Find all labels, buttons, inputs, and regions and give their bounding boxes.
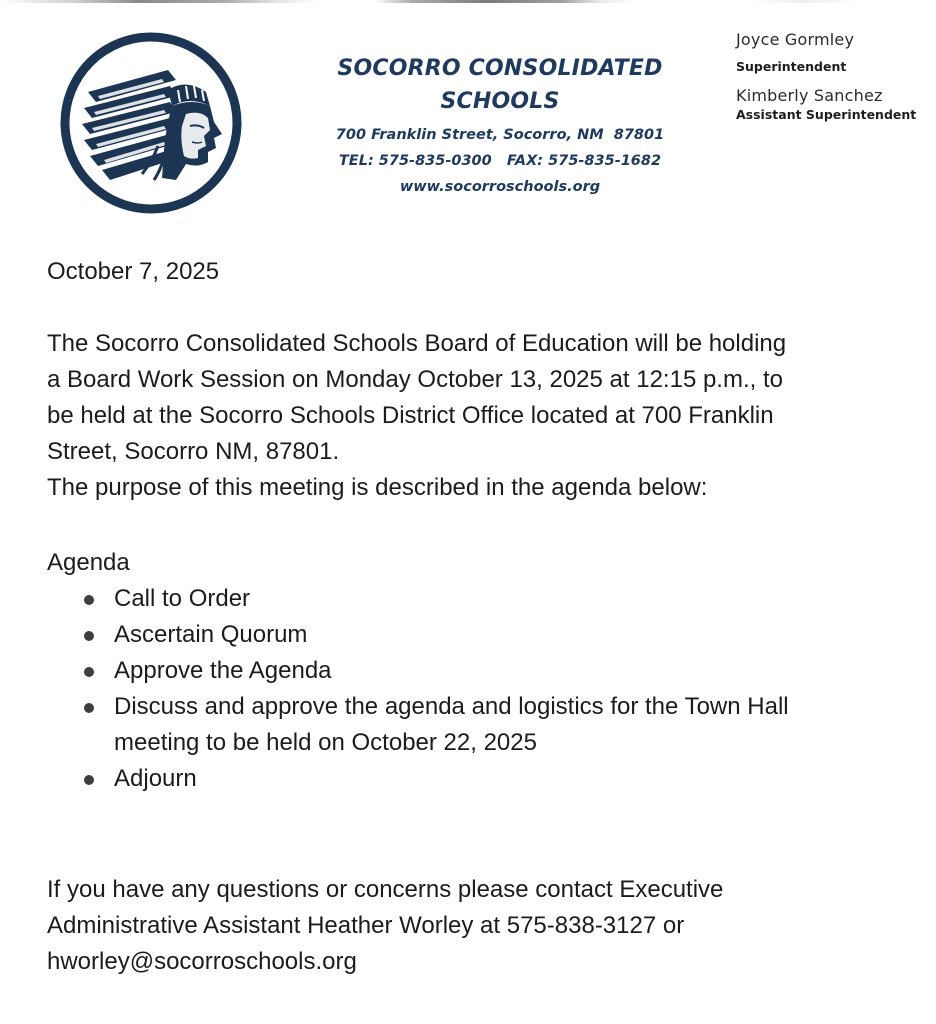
staff-superintendent (736, 30, 936, 76)
contact-paragraph (47, 872, 917, 980)
intro-line: be held at the Socorro Schools District Office located at 700 Franklin (47, 402, 774, 429)
agenda-heading: Agenda (47, 549, 130, 576)
agenda-item-text: Approve the Agenda (114, 657, 332, 684)
letterhead-staff (736, 30, 936, 124)
letter-intro-paragraph (47, 326, 917, 506)
staff-title: Assistant Superintendent (736, 107, 917, 122)
bullet-icon (84, 775, 94, 785)
letter-date: October 7, 2025 (47, 258, 220, 285)
intro-line: a Board Work Session on Monday October 13, 2025 at 12:15 p.m., to (47, 366, 783, 393)
agenda-item-text-continued: meeting to be held on October 22, 2025 (114, 729, 537, 756)
scan-edge-shadow (0, 0, 936, 3)
organization-name-line2: SCHOOLS (440, 89, 560, 114)
organization-website: www.socorroschools.org (399, 179, 601, 195)
contact-email: hworley@socorroschools.org (47, 948, 357, 975)
intro-line: The Socorro Consolidated Schools Board of Education will be holding (47, 330, 787, 357)
letterhead-organization (320, 52, 680, 200)
school-logo (58, 30, 244, 216)
contact-line: If you have any questions or concerns please contact Executive (47, 876, 724, 903)
staff-assistant-superintendent (736, 86, 936, 124)
agenda-item (47, 581, 907, 617)
agenda-item-text: Call to Order (114, 585, 251, 612)
bullet-icon (84, 631, 94, 641)
school-mascot-emblem-icon (58, 30, 244, 216)
staff-name: Kimberly Sanchez (736, 86, 883, 105)
agenda-item (47, 617, 907, 653)
bullet-icon (84, 595, 94, 605)
intro-line: The purpose of this meeting is described in the agenda below: (47, 474, 708, 501)
agenda-item-text: Discuss and approve the agenda and logistics for the Town Hall (114, 693, 789, 720)
agenda-item (47, 761, 907, 797)
agenda-item-text: Ascertain Quorum (114, 621, 308, 648)
organization-address: 700 Franklin Street, Socorro, NM 87801 (335, 127, 665, 143)
agenda-item (47, 653, 907, 689)
organization-name-line1: SOCORRO CONSOLIDATED (337, 56, 663, 81)
bullet-icon (84, 667, 94, 677)
staff-title: Superintendent (736, 59, 847, 74)
agenda-item (47, 689, 907, 761)
staff-name: Joyce Gormley (736, 30, 855, 49)
agenda-list (47, 581, 907, 797)
intro-line: Street, Socorro NM, 87801. (47, 438, 340, 465)
organization-phone-fax: TEL: 575-835-0300 FAX: 575-835-1682 (338, 153, 662, 169)
bullet-icon (84, 703, 94, 713)
contact-line: Administrative Assistant Heather Worley at 575-838-3127 or (47, 912, 685, 939)
agenda-item-text: Adjourn (114, 765, 197, 792)
